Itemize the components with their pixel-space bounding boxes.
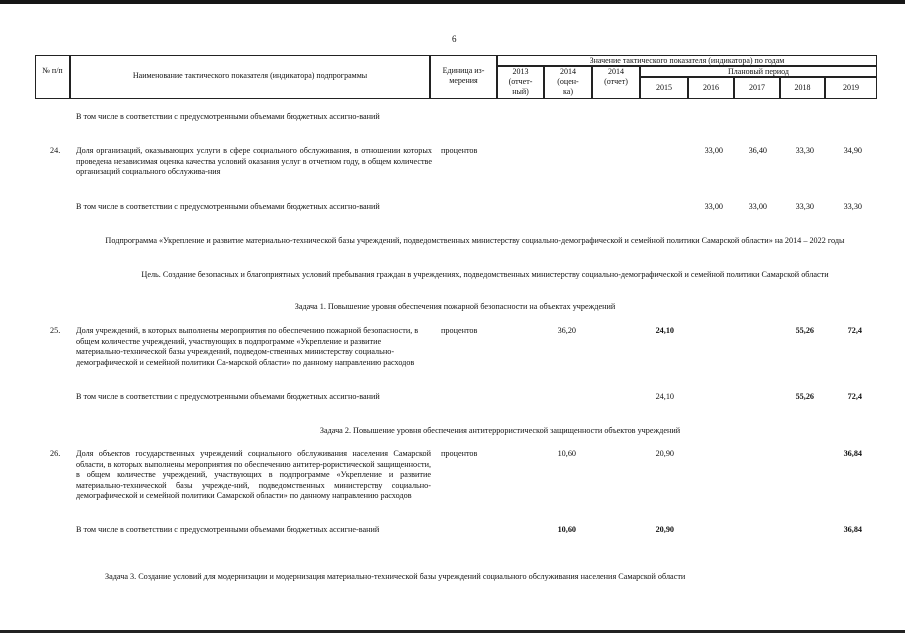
header-col-unit-label: Единица из-мерения — [442, 66, 485, 85]
header-2015-label: 2015 — [656, 83, 672, 92]
header-2019-label: 2019 — [843, 83, 859, 92]
row24-sub-2017: 33,00 — [748, 202, 767, 211]
row25-number: 25. — [50, 326, 61, 335]
header-planned-label: Плановый период — [728, 67, 789, 76]
header-values — [497, 55, 877, 66]
header-2013 — [497, 66, 544, 99]
row26-sub-2019: 36,84 — [843, 525, 862, 534]
row26-unit: процентов — [441, 449, 478, 458]
row26-sub-text: В том числе в соответствии с предусмотренными объемами бюджетных ассигне-ваний — [76, 525, 380, 534]
header-col-unit — [430, 55, 497, 99]
header-col-name — [70, 55, 430, 99]
header-2013-label: 2013 — [512, 67, 529, 76]
row24-2019: 34,90 — [843, 146, 862, 155]
row25-sub-2018: 55,26 — [795, 392, 814, 401]
header-2016-label: 2016 — [703, 83, 719, 92]
row26-2013: 10,60 — [557, 449, 576, 458]
page-number: 6 — [452, 34, 457, 44]
header-2015 — [640, 77, 688, 99]
header-col-no — [35, 55, 70, 99]
header-2014a-note: (оцен-ка) — [557, 77, 579, 96]
header-2017 — [734, 77, 780, 99]
row25-unit: процентов — [441, 326, 478, 335]
row24-2016: 33,00 — [704, 146, 723, 155]
row25-sub-text: В том числе в соответствии с предусмотренными объемами бюджетных ассигно-ваний — [76, 392, 380, 401]
top-rule — [0, 0, 905, 4]
row25-text: Доля учреждений, в которых выполнены мероприятия по обеспечению пожарной безопасности, в общем количестве учреждений, участвующих в подпрограмме «Укрепление и развитие материально-технической базы учреждений, подведом-ственных министерству социально-демографической и семейной политики Са-марской области» по данному направлению расходов — [76, 326, 419, 367]
header-2014b-note: (отчет) — [604, 77, 628, 86]
row25-sub-2014: 24,10 — [655, 392, 674, 401]
row24-2018: 33,30 — [795, 146, 814, 155]
row24-sub-2016: 33,00 — [704, 202, 723, 211]
row24-unit: процентов — [441, 146, 478, 155]
row26-number: 26. — [50, 449, 61, 458]
header-2018 — [780, 77, 825, 99]
goal-text: Цель. Создание безопасных и благоприятных условий пребывания граждан в учреждениях, подведомственных министерству социально-демографической и семейной политики Самарской области — [141, 270, 829, 279]
row23-sub-text: В том числе в соответствии с предусмотренными объемами бюджетных ассигно-ваний — [76, 112, 380, 121]
row25-sub-2019: 72,4 — [847, 392, 862, 401]
header-col-name-label: Наименование тактического показателя (индикатора) подпрограммы — [132, 71, 368, 80]
header-2014a-label: 2014 — [560, 67, 576, 76]
header-planned — [640, 66, 877, 77]
row26-2014: 20,90 — [655, 449, 674, 458]
row24-2017: 36,40 — [748, 146, 767, 155]
task3-title: Задача 3. Создание условий для модернизации и модернизация материально-технической базы учреждений социального обслуживания населения Самарской области — [105, 572, 686, 581]
header-values-label: Значение тактического показателя (индикатора) по годам — [589, 56, 785, 65]
row25-2014: 24,10 — [655, 326, 674, 335]
task1-title: Задача 1. Повышение уровня обеспечения пожарной безопасности на объектах учреждений — [294, 302, 616, 311]
header-2014b — [592, 66, 640, 99]
header-2017-label: 2017 — [749, 83, 765, 92]
header-2019 — [825, 77, 877, 99]
row26-text: Доля объектов государственных учреждений социального обслуживания населения Самарской области, в которых выполнены мероприятия по обеспечению антитер-рористической защищенности, в общем количестве учреждений, участвующих в подпрограмме «Укрепление и развитие материально-технической базы учрежде-ний, подведомственных министерству социально-демографической и семейной политики Самарской области» по данному направлению расходов — [76, 449, 431, 500]
header-2014b-label: 2014 — [608, 67, 624, 76]
row24-sub-2019: 33,30 — [843, 202, 862, 211]
row26-sub-2014: 20,90 — [655, 525, 674, 534]
row24-sub-2018: 33,30 — [795, 202, 814, 211]
header-2016 — [688, 77, 734, 99]
header-2013-note: (отчет-ный) — [508, 77, 533, 96]
row26-sub-2013: 10,60 — [557, 525, 576, 534]
row24-sub-text: В том числе в соответствии с предусмотренными объемами бюджетных ассигно-ваний — [76, 202, 380, 211]
row24-number: 24. — [50, 146, 61, 155]
subprogram-title: Подпрограмма «Укрепление и развитие материально-технической базы учреждений, подведомственных министерству социально-демографической и семейной политики Самарской области» на 2014 – 2022 годы — [105, 236, 845, 245]
header-2014a — [544, 66, 592, 99]
header-col-no-label: № п/п — [42, 66, 63, 75]
bottom-rule — [0, 630, 905, 633]
row25-2019: 72,4 — [847, 326, 862, 335]
header-2018-label: 2018 — [794, 83, 811, 92]
task2-title: Задача 2. Повышение уровня обеспечения антитеррористической защищенности объектов учреждений — [319, 426, 681, 435]
row25-2013: 36,20 — [557, 326, 576, 335]
row25-2018: 55,26 — [795, 326, 814, 335]
row24-text: Доля организаций, оказывающих услуги в сфере социального обслуживания, в отношении которых проведена независимая оценка качества условий оказания услуг в отчетном году, в общем количестве организаций социального обслужива-ния — [76, 146, 432, 176]
row26-2019: 36,84 — [843, 449, 862, 458]
